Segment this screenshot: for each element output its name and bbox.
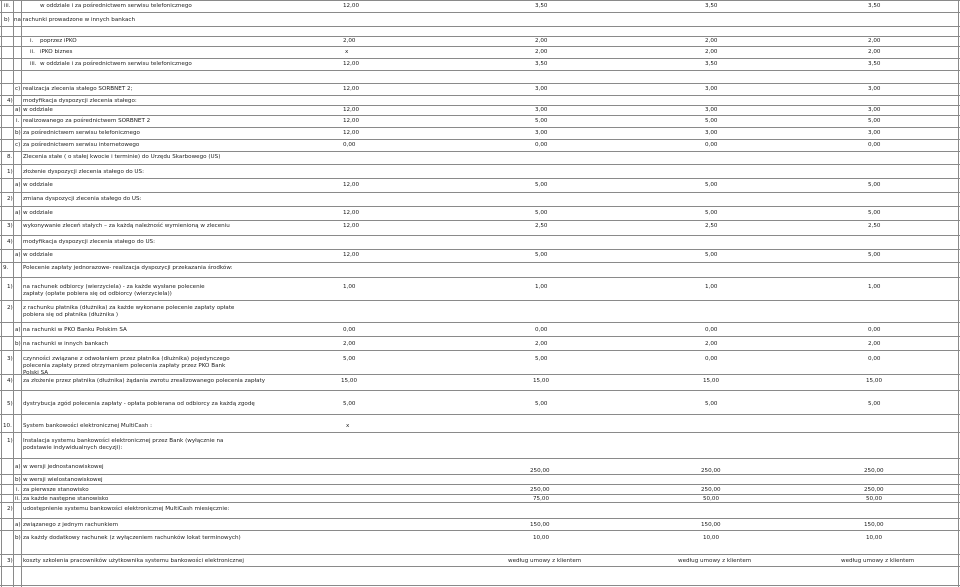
- row-index: a): [15, 107, 21, 113]
- row-value: 50,00: [866, 496, 883, 502]
- row-value: 5,00: [535, 182, 548, 188]
- row-index: i.: [16, 487, 20, 493]
- row-label: w wersji wielostanowiskowej: [23, 477, 103, 483]
- row-value: 12,00: [343, 3, 360, 9]
- row-value: 15,00: [866, 378, 883, 384]
- row-index: iii.: [4, 3, 11, 9]
- row-value: 5,00: [705, 401, 718, 407]
- row-label: na rachunki prowadzone w innych bankach: [14, 17, 136, 23]
- row-value: 250,00: [530, 487, 550, 493]
- row-value: 2,00: [343, 341, 356, 347]
- row-value: 2,50: [535, 223, 548, 229]
- row-value: 5,00: [868, 210, 881, 216]
- row-label: czynności związane z odwołaniem przez płatnika (dłużnika) pojedynczego polecenia zapłaty przed otrzymaniem polecenia zapłaty przez PKO Bank Polski SA: [23, 356, 230, 376]
- row-index: b): [4, 17, 10, 23]
- row-label: Polecenie zapłaty jednorazowe- realizacja dyspozycji przekazania środków:: [23, 265, 233, 271]
- row-value: 75,00: [533, 496, 550, 502]
- row-value: 3,00: [868, 130, 881, 136]
- row-label: w oddziale: [23, 252, 53, 258]
- row-label: wykonywanie zleceń stałych – za każdą należność wymienioną w zleceniu: [23, 223, 230, 229]
- row-index: 4): [7, 239, 13, 245]
- row-value: 50,00: [703, 496, 720, 502]
- row-value: 250,00: [864, 487, 884, 493]
- row-value: 12,00: [343, 118, 360, 124]
- row-index: b): [15, 477, 21, 483]
- row-label: koszty szkolenia pracowników użytkownika systemu bankowości elektronicznej: [23, 558, 244, 564]
- row-value: 3,50: [705, 61, 718, 67]
- row-value: według umowy z klientem: [508, 558, 582, 564]
- row-label: poprzez iPKO: [40, 38, 77, 44]
- row-value: 5,00: [868, 401, 881, 407]
- row-value: 2,00: [705, 49, 718, 55]
- row-index: 3): [7, 356, 13, 362]
- row-label: iPKO biznes: [40, 49, 73, 55]
- row-index: 3): [7, 558, 13, 564]
- row-value: 12,00: [343, 223, 360, 229]
- row-value: 1,00: [343, 284, 356, 290]
- row-value: 5,00: [868, 252, 881, 258]
- row-value: 3,50: [868, 3, 881, 9]
- row-label: złożenie dyspozycji zlecenia stałego do US:: [23, 169, 144, 175]
- row-label: na rachunek odbiorcy (wierzyciela) - za każde wysłane polecenie zapłaty (opłate pobiera się od odbiorcy (wierzyciela)): [23, 284, 205, 297]
- row-value: 15,00: [703, 378, 720, 384]
- row-label: modyfikacja dyspozycji zlecenia stałego:: [23, 98, 137, 104]
- row-value: według umowy z klientem: [841, 558, 915, 564]
- row-value: 2,00: [868, 49, 881, 55]
- row-value: 12,00: [343, 252, 360, 258]
- row-value: 2,00: [868, 341, 881, 347]
- row-value: 2,00: [343, 38, 356, 44]
- row-label: realizacja zlecenia stałego SORBNET 2;: [23, 86, 133, 92]
- row-label: dystrybucja zgód polecenia zapłaty - opłata pobierana od odbiorcy za każdą zgodę: [23, 401, 255, 407]
- row-value: 5,00: [535, 356, 548, 362]
- row-value: 10,00: [533, 535, 550, 541]
- row-value: 3,50: [535, 61, 548, 67]
- row-value: 5,00: [705, 210, 718, 216]
- row-index: ii.: [15, 496, 20, 502]
- row-value: 12,00: [343, 130, 360, 136]
- row-value: 0,00: [705, 142, 718, 148]
- row-value: 5,00: [535, 252, 548, 258]
- row-value: 3,00: [535, 130, 548, 136]
- row-index: a): [15, 182, 21, 188]
- row-value: 0,00: [535, 327, 548, 333]
- row-index: ii.: [30, 49, 35, 55]
- row-value: 150,00: [701, 522, 721, 528]
- row-value: 3,50: [868, 61, 881, 67]
- row-index: 2): [7, 506, 13, 512]
- row-value: 10,00: [866, 535, 883, 541]
- row-label: za każdy dodatkowy rachunek (z wyłączeniem rachunków lokat terminowych): [23, 535, 241, 541]
- row-index: 5): [7, 401, 13, 407]
- row-value: 10,00: [703, 535, 720, 541]
- row-value: 0,00: [868, 327, 881, 333]
- row-value: 15,00: [533, 378, 550, 384]
- row-value: 250,00: [864, 468, 884, 474]
- row-value: x: [346, 423, 350, 429]
- row-label: Instalacja systemu bankowości elektronicznej przez Bank (wyłącznie na podstawie indywidualnych decyzji):: [23, 438, 224, 451]
- row-value: 5,00: [705, 182, 718, 188]
- row-label: w wersji jednostanowiskowej: [23, 464, 104, 470]
- row-label: w oddziale: [23, 210, 53, 216]
- row-value: 3,00: [868, 86, 881, 92]
- row-index: i.: [30, 38, 34, 44]
- row-value: 5,00: [705, 118, 718, 124]
- row-value: 5,00: [343, 356, 356, 362]
- row-index: 10.: [3, 423, 12, 429]
- row-value: 12,00: [343, 210, 360, 216]
- row-value: 5,00: [343, 401, 356, 407]
- row-value: 3,00: [868, 107, 881, 113]
- row-value: 3,00: [535, 107, 548, 113]
- row-label: za każde następne stanowisko: [23, 496, 109, 502]
- row-label: w oddziale: [23, 107, 53, 113]
- row-value: 0,00: [705, 327, 718, 333]
- row-value: 3,00: [705, 107, 718, 113]
- row-value: 1,00: [868, 284, 881, 290]
- row-label: w oddziale: [23, 182, 53, 188]
- row-value: 3,00: [535, 86, 548, 92]
- row-value: 12,00: [343, 107, 360, 113]
- row-index: 4): [7, 378, 13, 384]
- row-label: za pośrednictwem serwisu telefonicznego: [23, 130, 140, 136]
- row-index: iii.: [30, 61, 37, 67]
- row-value: 2,00: [705, 38, 718, 44]
- row-index: 1): [7, 169, 13, 175]
- row-value: 0,00: [868, 142, 881, 148]
- row-label: modyfikacja dyspozycji zlecenia stałego do US:: [23, 239, 155, 245]
- row-index: c): [15, 142, 21, 148]
- row-value: 5,00: [535, 118, 548, 124]
- row-value: 0,00: [705, 356, 718, 362]
- row-index: b): [15, 341, 21, 347]
- row-index: b): [15, 535, 21, 541]
- row-value: 2,00: [535, 49, 548, 55]
- row-label: zmiana dyspozycji zlecenia stałego do US:: [23, 196, 142, 202]
- row-index: 9.: [3, 265, 9, 271]
- row-value: 1,00: [705, 284, 718, 290]
- row-index: c): [15, 86, 21, 92]
- row-label: z rachunku płatnika (dłużnika) za każde wykonane polecenie zapłaty opłate pobiera się od płatnika (dłużnika ): [23, 305, 235, 318]
- row-value: 150,00: [530, 522, 550, 528]
- row-index: i.: [16, 118, 20, 124]
- row-value: 2,50: [868, 223, 881, 229]
- row-value: 0,00: [343, 142, 356, 148]
- row-value: 2,00: [868, 38, 881, 44]
- row-value: 3,50: [535, 3, 548, 9]
- row-label: za pierwsze stanowisko: [23, 487, 89, 493]
- row-index: a): [15, 252, 21, 258]
- row-value: 250,00: [530, 468, 550, 474]
- row-value: 0,00: [535, 142, 548, 148]
- row-value: 3,00: [705, 130, 718, 136]
- row-label: związanego z jednym rachunkiem: [23, 522, 119, 528]
- row-index: a): [15, 464, 21, 470]
- row-index: a): [15, 210, 21, 216]
- row-label: za pośrednictwem serwisu internetowego: [23, 142, 140, 148]
- row-index: 2): [7, 305, 13, 311]
- row-label: w oddziale i za pośrednictwem serwisu telefonicznego: [40, 3, 192, 9]
- row-value: 2,50: [705, 223, 718, 229]
- row-value: 0,00: [868, 356, 881, 362]
- row-label: System bankowości elektronicznej MultiCash :: [23, 423, 152, 429]
- row-value: 5,00: [535, 210, 548, 216]
- row-index: 3): [7, 223, 13, 229]
- row-value: 2,00: [705, 341, 718, 347]
- row-value: 12,00: [343, 61, 360, 67]
- row-value: 1,00: [535, 284, 548, 290]
- row-index: 2): [7, 196, 13, 202]
- row-label: udostępnienie systemu bankowości elektronicznej MultiCash miesięcznie:: [23, 506, 230, 512]
- row-label: na rachunki w PKO Banku Polskim SA: [23, 327, 127, 333]
- row-value: x: [345, 49, 349, 55]
- row-label: za złożenie przez płatnika (dłużnika) żądania zwrotu zrealizowanego polecenia zapłaty: [23, 378, 266, 384]
- row-value: 5,00: [868, 118, 881, 124]
- row-index: b): [15, 130, 21, 136]
- row-value: 250,00: [701, 468, 721, 474]
- row-label: Zlecenia stałe ( o stałej kwocie i terminie) do Urzędu Skarbowego (US): [23, 154, 221, 160]
- row-label: realizowanego za pośrednictwem SORBNET 2: [23, 118, 151, 124]
- row-value: 2,00: [535, 341, 548, 347]
- row-value: 12,00: [343, 182, 360, 188]
- row-index: 1): [7, 438, 13, 444]
- row-label: w oddziale i za pośrednictwem serwisu telefonicznego: [40, 61, 192, 67]
- row-value: 2,00: [535, 38, 548, 44]
- row-value: 3,50: [705, 3, 718, 9]
- row-value: 5,00: [705, 252, 718, 258]
- row-label: na rachunki w innych bankach: [23, 341, 109, 347]
- row-value: 5,00: [868, 182, 881, 188]
- row-value: 150,00: [864, 522, 884, 528]
- row-value: 250,00: [701, 487, 721, 493]
- row-index: 1): [7, 284, 13, 290]
- row-index: 8.: [7, 154, 13, 160]
- row-value: 12,00: [343, 86, 360, 92]
- row-index: 4): [7, 98, 13, 104]
- row-value: według umowy z klientem: [678, 558, 752, 564]
- row-index: a): [15, 327, 21, 333]
- row-value: 5,00: [535, 401, 548, 407]
- row-value: 3,00: [705, 86, 718, 92]
- row-value: 15,00: [341, 378, 358, 384]
- row-index: a): [15, 522, 21, 528]
- row-value: 0,00: [343, 327, 356, 333]
